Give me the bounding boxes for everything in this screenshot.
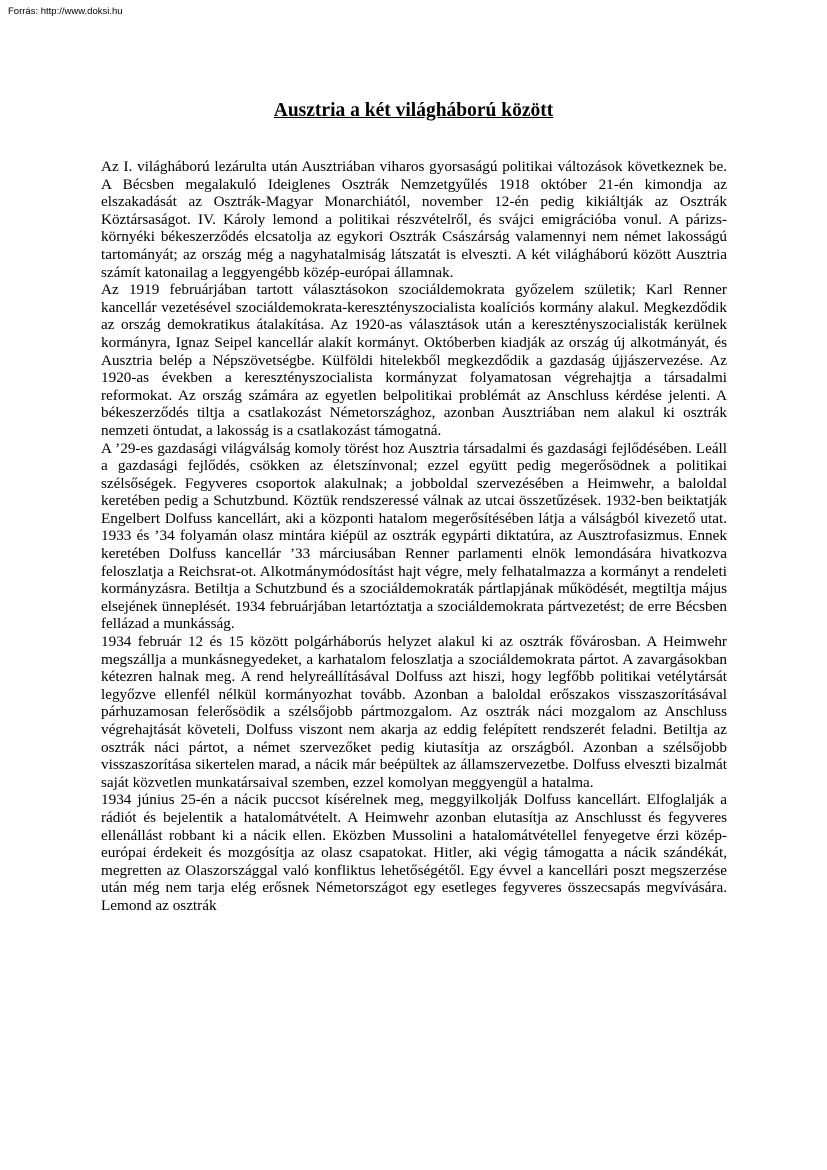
paragraph: A ’29-es gazdasági világválság komoly törést hoz Ausztria társadalmi és gazdasági fejlődésében. Leáll a gazdasági fejlődés, csökken az életszínvonal; ezzel együtt pedig megerősödnek a politikai szélsőségek. Fegyveres csoportok alakulnak; a jobboldal szervezésében a Heimwehr, a baloldal keretében pedig a Schutzbund. Köztük rendszeressé válnak az utcai összetűzések. 1932-ben beiktatják Engelbert Dolfuss kancellárt, aki a központi hatalom megerősítésében látja a válságból kivezető utat. 1933 és ’34 folyamán olasz mintára kiépül az osztrák egypárti diktatúra, az Ausztrofasizmus. Ennek keretében Dolfuss kancellár ’33 márciusában Renner parlamenti elnök lemondására hivatkozva feloszlatja a Reichsrat-ot. Alkotmánymódosítást hajt végre, mely felhatalmazza a kormányt a rendeleti kormányzásra. Betiltja a Schutzbund és a szociáldemokraták pártlapjának működését, megtiltja május elsejének ünneplését. 1934 februárjában letartóztatja a szociáldemokrata pártvezetést; de erre Bécsben fellázad a munkásság.	[101, 439, 727, 633]
page-title: Ausztria a két világháború között	[273, 100, 554, 121]
paragraph: 1934 február 12 és 15 között polgárháborús helyzet alakul ki az osztrák fővárosban. A Heimwehr megszállja a munkásnegyedeket, a karhatalom feloszlatja a szociáldemokrata pártot. A zavargásokban kétezren halnak meg. A rend helyreállításával Dolfuss azt hiszi, hogy legfőbb politikai vetélytársát legyőzve ellenfél nélkül kormányozhat tovább. Azonban a baloldal erőszakos visszaszorításával párhuzamosan felerősödik a szélsőjobb pártmozgalom. Az osztrák náci mozgalom az Anschluss végrehajtását követeli, Dolfuss viszont nem akarja az eddig felépített rendszerét feladni. Betiltja az osztrák náci pártot, a német szervezőket pedig kiutasítja az országból. Azonban a szélsőjobb visszaszorítása sikertelen marad, a nácik már beépültek az államszervezetbe. Dolfuss elveszti bizalmát saját közvetlen munkatársaival szemben, ezzel komolyan meggyengül a hatalma.	[101, 633, 727, 791]
paragraph: Az 1919 februárjában tartott választásokon szociáldemokrata győzelem születik; Karl Renner kancellár vezetésével szociáldemokrata-keresztényszocialista koalíciós kormány alakul. Megkezdődik az ország demokratikus átalakítása. Az 1920-as választások után a keresztényszocialisták kerülnek kormányra, Ignaz Seipel kancellár alakít kormányt. Októberben kiadják az ország új alkotmányát, és Ausztria belép a Népszövetségbe. Külföldi hitelekből megkezdődik a gazdaság újjászervezése. Az 1920-as években a keresztényszocialista kormányzat folyamatosan végrehajtja a társadalmi reformokat. Az ország számára az egyetlen belpolitikai problémát az Anschluss kérdése jelenti. A békeszerződés tiltja a csatlakozást Németországhoz, azonban Ausztriában nem alakul ki osztrák nemzeti öntudat, a lakosság is a csatlakozást támogatná.	[101, 281, 727, 439]
paragraph: 1934 június 25-én a nácik puccsot kísérelnek meg, meggyilkolják Dolfuss kancellárt. Elfoglalják a rádiót és bejelentik a hatalomátvételt. A Heimwehr azonban elutasítja az Anschlusst és fegyveres ellenállást robbant ki a nácik ellen. Eközben Mussolini a hatalomátvétellel fenyegetve érzi közép-európai érdekeit és mozgósítja az olasz csapatokat. Hitler, aki végig támogatta a nácik szándékát, megretten az Olaszországgal való konfliktus lehetőségétől. Egy évvel a kancellári poszt megszerzése után még nem tarja elég erősnek Németországot egy esetleges fegyveres összecsapás megvívására. Lemond az osztrák	[101, 791, 727, 914]
paragraph: Az I. világháború lezárulta után Ausztriában viharos gyorsaságú politikai változások következnek be. A Bécsben megalakuló Ideiglenes Osztrák Nemzetgyűlés 1918 október 21-én kimondja az elszakadását az Osztrák-Magyar Monarchiától, november 12-én pedig kikiáltják az Osztrák Köztársaságot. IV. Károly lemond a politikai részvételről, és svájci emigrációba vonul. A párizs-környéki békeszerződés elcsatolja az egykori Osztrák Császárság valamennyi nem német lakosságú tartományát; az ország még a nagyhatalmiság látszatát is elveszti. A két világháború között Ausztria számít katonailag a leggyengébb közép-európai államnak.	[101, 158, 727, 281]
source-url: Forrás: http://www.doksi.hu	[8, 6, 123, 17]
document-body	[101, 158, 727, 915]
